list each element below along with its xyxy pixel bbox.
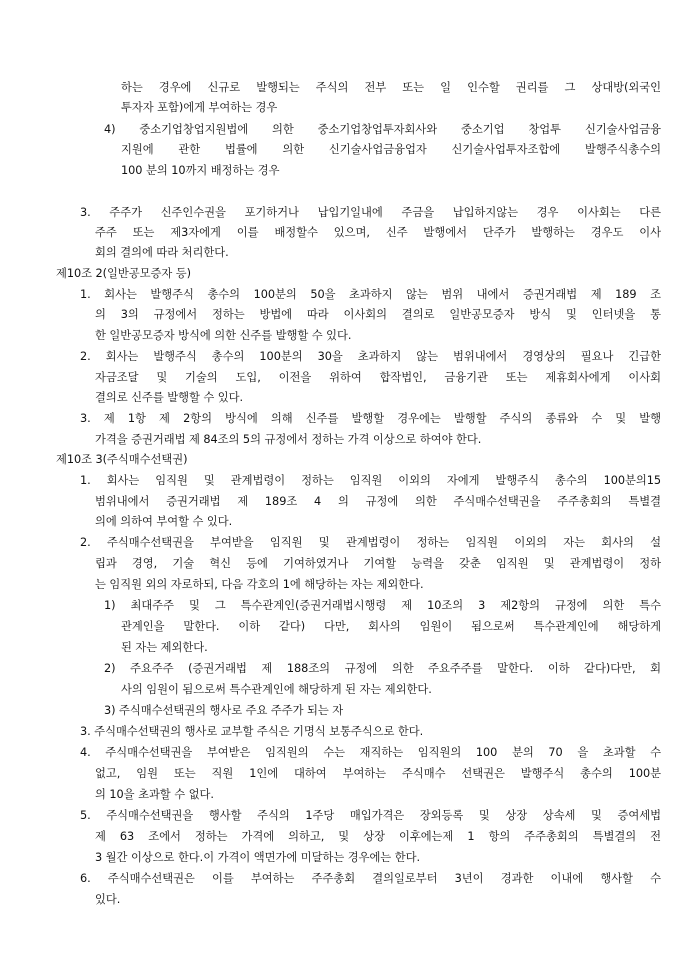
- text-line: 는 임직원 외의 자로하되, 다음 각호의 1에 해당하는 자는 제외한다.: [95, 578, 424, 591]
- text-line: 사의 임원이 됨으로써 특수관계인에 해당하게 된 자는 제외한다.: [121, 683, 432, 696]
- text-line: 3. 주주가 신주인수권을 포기하거나 납입기일내에 주금을 납입하지않는 경우 이사회는 다른: [80, 206, 661, 219]
- text-line: 3. 제 1항 제 2항의 방식에 의해 신주를 발행할 경우에는 발행할 주식의 종류와 수 및 발행: [80, 412, 661, 425]
- text-line: 하는 경우에 신규로 발행되는 주식의 전부 또는 일 인수할 권리를 그 상대방(외국인: [121, 81, 661, 94]
- text-line: 의 10을 초과할 수 없다.: [95, 788, 214, 801]
- text-line: 4. 주식매수선택권을 부여받은 임직원의 수는 재직하는 임직원의 100 분의 70 을 초과할 수: [80, 746, 661, 759]
- text-line: 있다.: [95, 893, 121, 906]
- text-line: 없고, 임원 또는 직원 1인에 대하여 부여하는 주식매수 선택권은 발행주식 총수의 100분: [95, 767, 661, 780]
- text-line: 2. 주식매수선택권을 부여받을 임직원 및 관계법령이 정하는 임직원 이외의 자는 회사의 설: [80, 536, 661, 549]
- text-line: 의 3의 규정에서 정하는 방법에 따라 이사회의 결의로 일반공모증자 방식 및 인터넷을 통: [95, 308, 661, 321]
- text-line: 된 자는 제외한다.: [121, 641, 208, 654]
- text-line: 5. 주식매수선택권을 행사할 주식의 1주당 매입가격은 장외등록 및 상장 상속세 및 증여세법: [80, 809, 661, 822]
- text-line: 1. 회사는 발행주식 총수의 100분의 50을 초과하지 않는 범위 내에서 증권거래법 제 189 조: [80, 288, 661, 301]
- text-line: 의에 의하여 부여할 수 있다.: [95, 515, 233, 528]
- text-line: 제 63 조에서 정하는 가격에 의하고, 및 상장 이후에는제 1 항의 주주총회의 특별결의 전: [95, 830, 661, 843]
- text-line: 1. 회사는 임직원 및 관계법령이 정하는 임직원 이외의 자에게 발행주식 총수의 100분의15: [80, 474, 661, 487]
- text-line: 관계인을 말한다. 이하 같다) 다만, 회사의 임원이 됨으로써 특수관계인에 해당하게: [121, 620, 661, 633]
- text-line: 1) 최대주주 및 그 특수관계인(증권거래법시행령 제 10조의 3 제2항의 규정에 의한 특수: [104, 599, 661, 612]
- article-heading: 제10조 3(주식매수선택권): [56, 453, 188, 466]
- text-line: 100 분의 10까지 배정하는 경우: [121, 164, 280, 177]
- text-line: 3 월간 이상으로 한다.이 가격이 액면가에 미달하는 경우에는 한다.: [95, 851, 420, 864]
- text-line: 2) 주요주주 (증권거래법 제 188조의 규정에 의한 주요주주를 말한다. 이하 같다)다만, 회: [104, 662, 661, 675]
- text-line: 투자자 포함)에게 부여하는 경우: [121, 101, 278, 114]
- text-line: 3) 주식매수선택권의 행사로 주요 주주가 되는 자: [104, 704, 344, 717]
- text-line: 6. 주식매수선택권은 이를 부여하는 주주총회 결의일로부터 3년이 경과한 이내에 행사할 수: [80, 872, 661, 885]
- text-line: 지원에 관한 법률에 의한 신기술사업금융업자 신기술사업투자조합에 발행주식총수의: [121, 143, 661, 156]
- text-line: 주주 또는 제3자에게 이를 배정할수 있으며, 신주 발행에서 단주가 발행하는 경우도 이사: [95, 226, 661, 239]
- text-line: 범위내에서 증권거래법 제 189조 4 의 규정에 의한 주식매수선택권을 주주총회의 특별결: [95, 495, 661, 508]
- text-line: 가격을 증권거래법 제 84조의 5의 규정에서 정하는 가격 이상으로 하여야 한다.: [95, 433, 482, 446]
- text-line: 결의로 신주를 발행할 수 있다.: [95, 391, 244, 404]
- text-line: 회의 결의에 따라 처리한다.: [95, 246, 229, 259]
- article-heading: 제10조 2(일반공모증자 등): [56, 267, 191, 280]
- text-line: 자금조달 및 기술의 도입, 이전을 위하여 합작법인, 금융기관 또는 제휴회사에게 이사회: [95, 371, 661, 384]
- text-line: 한 일반공모증자 방식에 의한 신주를 발행할 수 있다.: [95, 329, 352, 342]
- text-line: 2. 회사는 발행주식 총수의 100분의 30을 초과하지 않는 범위내에서 경영상의 필요나 긴급한: [80, 350, 661, 363]
- text-line: 4) 중소기업창업지원법에 의한 중소기업창업투자회사와 중소기업 창업투 신기술사업금융: [104, 123, 661, 136]
- text-line: 3. 주식매수선택권의 행사로 교부할 주식은 기명식 보통주식으로 한다.: [80, 725, 424, 738]
- text-line: 립과 경영, 기술 혁신 등에 기여하였거나 기여할 능력을 갖춘 임직원 및 관계법령이 정하: [95, 557, 661, 570]
